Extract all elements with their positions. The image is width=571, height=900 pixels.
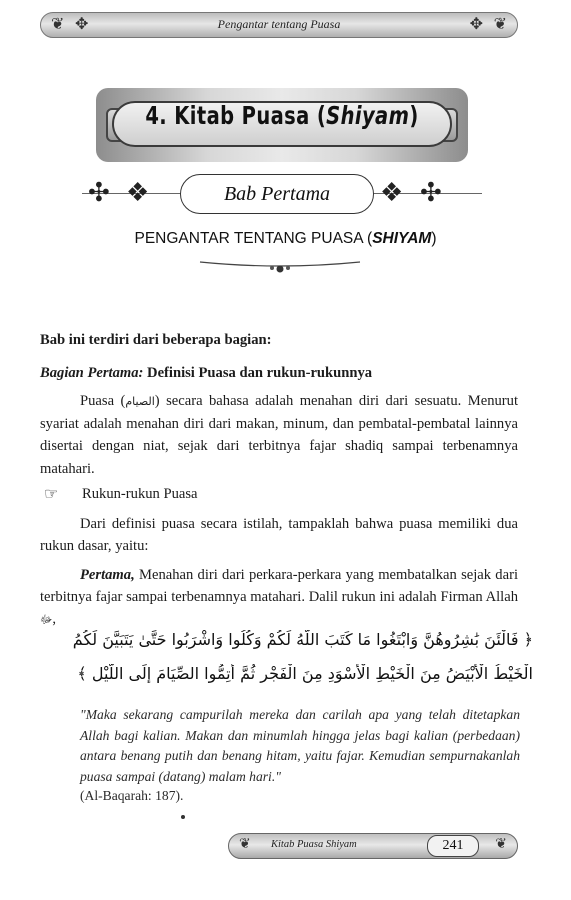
pertama-paragraph: Pertama, Menahan diri dari perkara-perkara yang membatalkan sejak dari terbitnya fajar sampai terbenamnya matahari. Dalil rukun ini adalah Firman Allah ﷻ, <box>40 567 518 628</box>
ornament-icon: ❦ <box>495 837 507 852</box>
flourish-icon: ✣ <box>88 178 110 207</box>
section-heading: PENGANTAR TENTANG PUASA (SHIYAM) <box>134 230 437 247</box>
dot-mark <box>181 815 185 819</box>
translation-quote: "Maka sekarang campurilah mereka dan carilah apa yang telah ditetapkan Allah bagi kalian. Makan dan minumlah hingga jelas bagi kalian (perbedaan) antara benang putih dan benang hitam, yaitu fajar. Kemudian sempurnakanlah puasa sampai (datang) malam hari." <box>80 707 520 784</box>
bab-label-box <box>180 174 374 214</box>
definition-paragraph: Puasa (الصيام) secara bahasa adalah menahan diri dari sesuatu. Menurut syariat adalah menahan diri dari makan, minum, dan pembatal-pembatal lainnya disertai dengan niat, sejak dari terbitnya fajar shadiq sampai terbenamnya matahari. <box>40 393 518 477</box>
page-number: 241 <box>427 835 479 857</box>
ayat-line-1: ﴿ فَالْئَنَ بَٰشِرُوهُنَّ وَابْتَغُوا مَا كَتَبَ اللَّهُ لَكُمْ وَكُلُوا وَاشْرَبُوا حَتَّىٰ يَتَبَيَّنَ لَكُمُ <box>72 630 533 649</box>
rukun-paragraph: Dari definisi puasa secara istilah, tampaklah bahwa puasa memiliki dua rukun dasar, yaitu: <box>40 516 518 555</box>
flourish-icon: ❖ <box>380 178 404 207</box>
ornament-icon: ❦ <box>51 16 65 33</box>
pertama-label: Pertama, <box>80 567 135 583</box>
flourish-icon: ❖ <box>126 178 150 207</box>
arabic-term: الصيام <box>125 395 155 408</box>
part-heading <box>40 362 518 384</box>
citation: (Al-Baqarah: 187). <box>80 788 184 803</box>
running-header-title: Pengantar tentang Puasa <box>217 17 341 31</box>
footer-title: Kitab Puasa Shiyam <box>271 839 357 850</box>
bab-label: Bab Pertama <box>223 183 331 205</box>
intro-text: Bab ini terdiri dari beberapa bagian: <box>40 332 272 348</box>
chapter-banner <box>96 88 468 162</box>
ornament-icon: ❦ <box>239 837 251 852</box>
flourish-icon: ✣ <box>420 178 442 207</box>
part-title: Definisi Puasa dan rukun-rukunnya <box>143 365 373 381</box>
chapter-title: 4. Kitab Puasa (Shiyam) <box>145 101 419 130</box>
honorific-glyph: ﷻ <box>40 613 53 627</box>
ornament-icon: ❦ <box>493 16 507 33</box>
rukun-label: Rukun-rukun Puasa <box>82 486 198 502</box>
heading-flourish-icon <box>198 256 362 276</box>
part-label: Bagian Pertama: <box>40 365 144 381</box>
ornament-icon: ✥ <box>75 16 89 33</box>
footer-bar <box>228 833 518 859</box>
running-header <box>40 12 518 38</box>
ayat-line-2: الْخَيْطُ الْأَبْيَضُ مِنَ الْخَيْطِ الْأَسْوَدِ مِنَ الْفَجْرِ ثُمَّ أَتِمُّوا الصِّيَامَ إِلَى اللَّيْلِ ﴾ <box>77 664 533 683</box>
ornament-icon: ✥ <box>469 16 483 33</box>
pointing-hand-icon: ☞ <box>44 486 59 503</box>
